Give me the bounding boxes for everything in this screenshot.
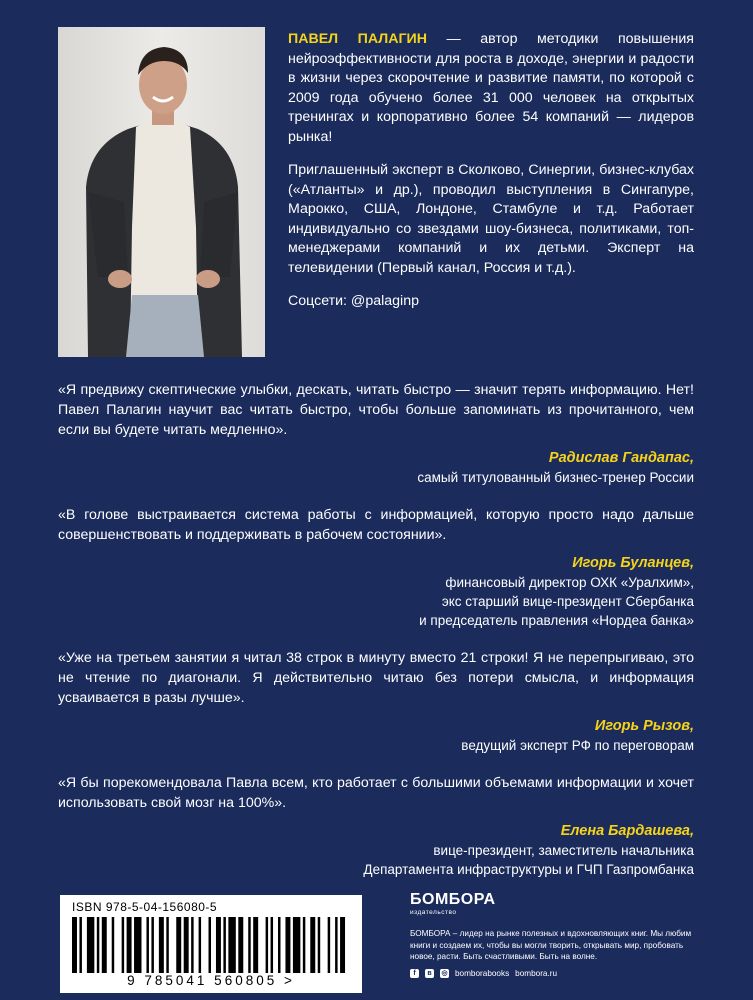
publisher-subtitle: издательство (410, 909, 457, 916)
testimonial (58, 648, 694, 755)
testimonial-author: Елена Бардашева, (560, 823, 694, 839)
instagram-icon: ◎ (441, 969, 448, 977)
testimonial-role: и председатель правления «Нордеа банка» (419, 613, 694, 628)
ean-digits: 9 785041 560805 > (127, 973, 295, 988)
publisher-description: БОМБОРА – лидер на рынке полезных и вдохновляющих книг. Мы любим книги и создаем их, чтобы вы могли творить, открывать мир, пробовать новое, расти. Быть счастливыми. Быть на волне. (410, 929, 692, 961)
author-bio (288, 30, 694, 326)
testimonial-text: «Я предвижу скептические улыбки, дескать, читать быстро — значит терять информацию. Нет! Павел Палагин научит вас читать быстро, чтобы больше запоминать из прочитанного, чем если вы будете читать медленно». (58, 382, 694, 438)
publisher-handle: bomborabooks (455, 968, 510, 978)
publisher-links (410, 969, 700, 978)
testimonial (58, 505, 694, 630)
publisher-block (410, 892, 700, 978)
testimonial-text: «Я бы порекомендовала Павла всем, кто работает с большими объемами информации и хочет использовать свой мозг на 100%». (58, 775, 694, 811)
testimonial-text: «Уже на третьем занятии я читал 38 строк в минуту вместо 21 строки! Я не перепрыгиваю, это не чтение по диагонали. Я действительно читаю без потери смысла, и информация усваивается в разы лучше». (58, 650, 694, 706)
testimonial-role: финансовый директор ОХК «Уралхим», (445, 575, 694, 590)
facebook-icon: f (410, 969, 419, 978)
isbn-barcode (60, 895, 362, 993)
bio-paragraph-1 (288, 30, 694, 147)
publisher-logo: БОМБОРА (410, 891, 496, 908)
testimonial-author: Игорь Рызов, (594, 718, 694, 734)
isbn-number: ISBN 978-5-04-156080-5 (72, 900, 218, 914)
publisher-website: bombora.ru (515, 968, 558, 978)
author-name: ПАВЕЛ ПАЛАГИН (288, 31, 427, 47)
social-handle: Соцсети: @palaginp (288, 293, 419, 309)
bio-paragraph-2: Приглашенный эксперт в Сколково, Синергии, бизнес-клубах («Атланты» и др.), проводил выступления в Сингапуре, Марокко, США, Лондоне, Стамбуле и т.д. Работает индивидуально со звездами шоу-бизнеса, политиками, топ-менеджерами компаний и их детьми. Эксперт на телевидении (Первый канал, Россия и т.д.). (288, 162, 694, 276)
testimonial-text: «В голове выстраивается система работы с информацией, которую просто надо дальше совершенствовать и поддерживать в рабочем состоянии». (58, 507, 694, 543)
testimonial-author: Игорь Буланцев, (572, 555, 694, 571)
testimonials (58, 380, 694, 897)
testimonial-role: экс старший вице-президент Сбербанка (441, 594, 694, 609)
bio-intro: — автор методики повышения нейроэффективности для роста в доходе, энергии и радости в жизни через скорочтение и развитие памяти, по которой с 2009 года обучено более 31 000 человек на открытых тренингах и корпоративно более 54 компаний — лидеров рынка! (288, 31, 694, 145)
testimonial-role: Департамента инфраструктуры и ГЧП Газпромбанка (363, 862, 694, 877)
vk-icon: в (425, 969, 434, 978)
author-photo (58, 27, 265, 357)
testimonial-role: ведущий эксперт РФ по переговорам (461, 738, 694, 753)
testimonial (58, 773, 694, 879)
author-portrait-image (58, 27, 265, 357)
testimonial (58, 380, 694, 487)
testimonial-author: Радислав Гандапас, (548, 450, 694, 466)
barcode-bars (72, 917, 350, 973)
testimonial-role: самый титулованный бизнес-тренер России (417, 470, 694, 485)
testimonial-role: вице-президент, заместитель начальника (433, 843, 694, 858)
